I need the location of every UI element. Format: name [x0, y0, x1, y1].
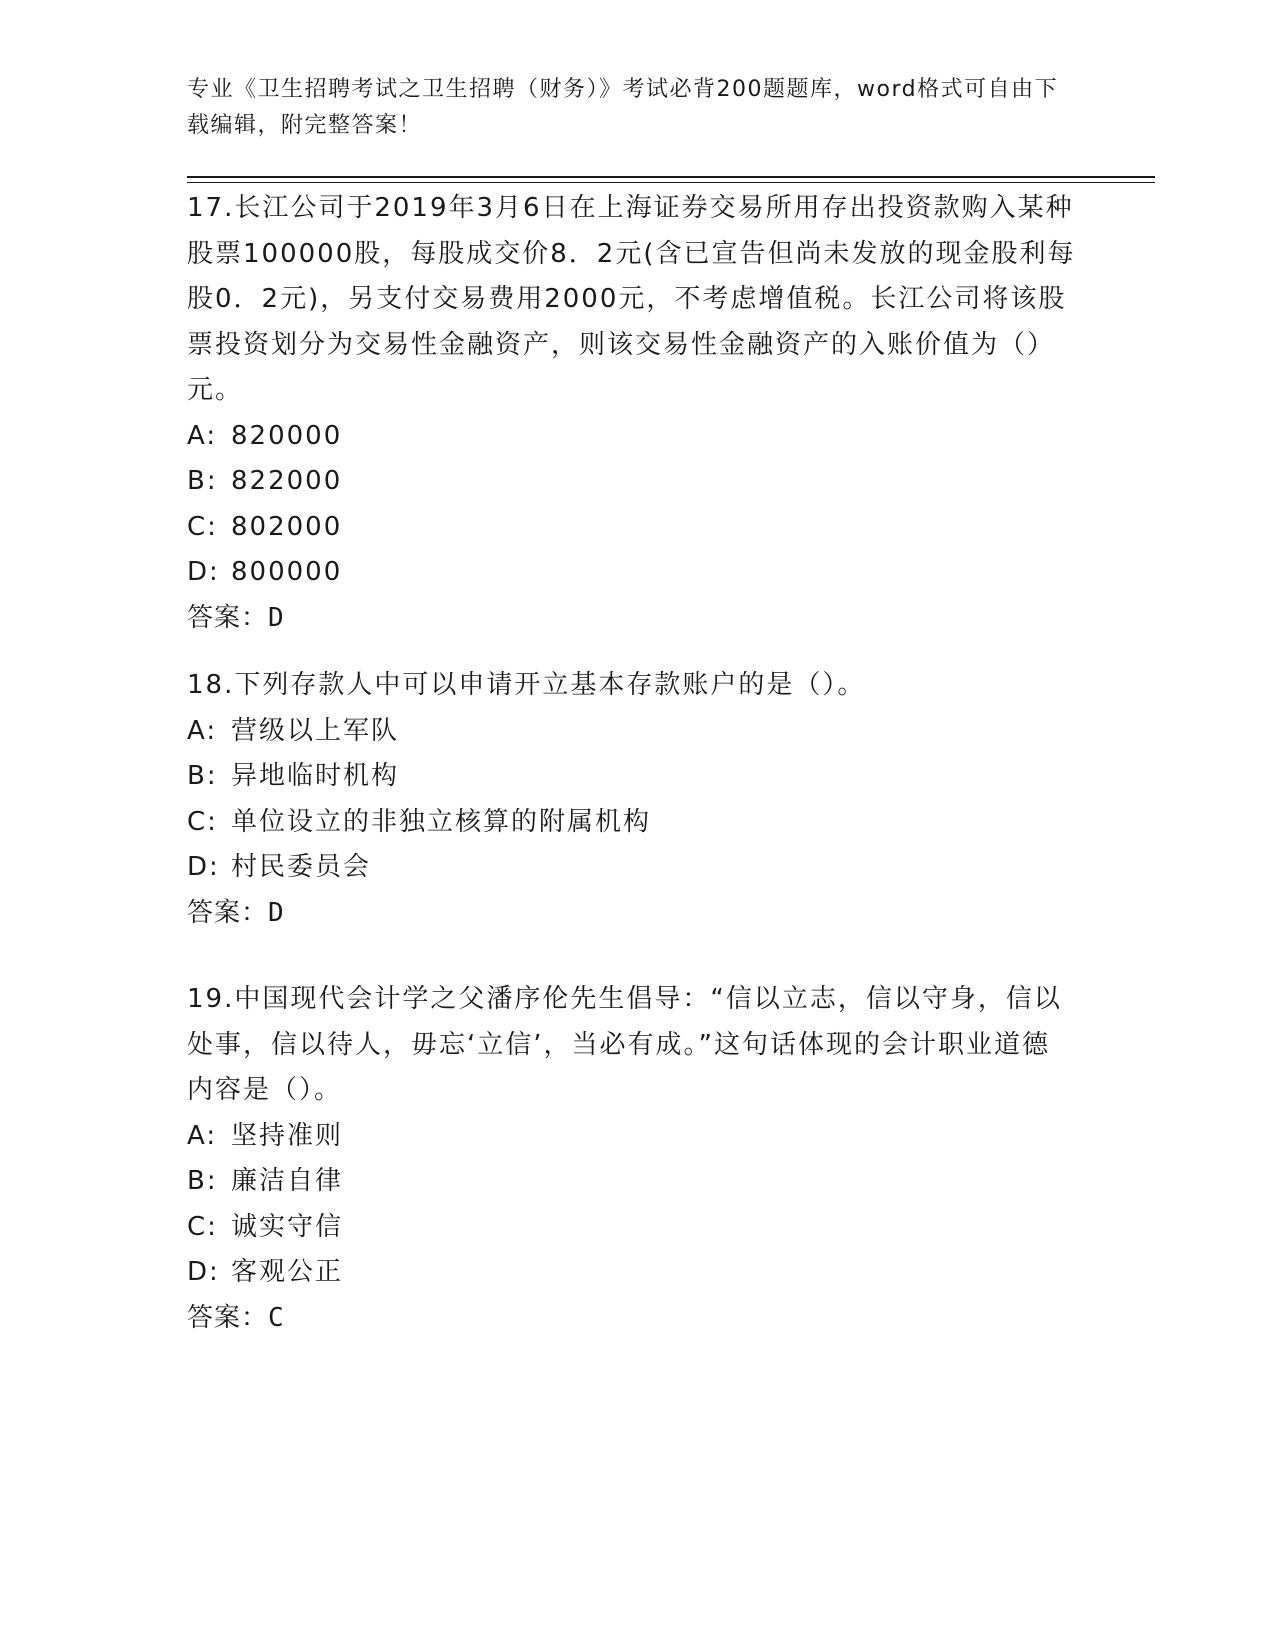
option-letter: B: [187, 1166, 218, 1196]
option-letter: A: [187, 420, 218, 451]
option-letter: D: [187, 557, 220, 587]
option-text: 822000 [231, 466, 343, 496]
option-letter: D: [187, 1257, 220, 1287]
option-letter: D: [187, 852, 220, 882]
option-text: 820000 [231, 420, 343, 451]
question-text: 19.中国现代会计学之父潘序伦先生倡导：“信以立志，信以守身，信以处事，信以待人，毋忘‘立信’，当必有成。”这句话体现的会计职业道德内容是（）。 [187, 984, 1062, 1105]
answer-value: D [268, 602, 284, 633]
answer-line [187, 596, 1077, 642]
document-header: 专业《卫生招聘考试之卫生招聘（财务）》考试必背200题题库，word格式可自由下载编辑，附完整答案！ [187, 77, 1059, 138]
option-c [187, 1205, 1077, 1251]
option-letter: A: [187, 715, 218, 746]
option-b [187, 754, 1077, 800]
option-b [187, 1159, 1077, 1205]
answer-line [187, 891, 1077, 937]
option-letter: C: [187, 1211, 218, 1242]
option-d [187, 1250, 1077, 1296]
option-text: 802000 [231, 511, 343, 542]
answer-label: 答案： [187, 897, 269, 928]
option-list [187, 709, 1077, 891]
option-text: 单位设立的非独立核算的附属机构 [231, 806, 652, 837]
option-c [187, 800, 1077, 846]
question-text: 18.下列存款人中可以申请开立基本存款账户的是（）。 [187, 670, 866, 700]
answer-value: D [268, 897, 284, 928]
answer-label: 答案： [187, 1302, 269, 1333]
option-letter: C: [187, 806, 218, 837]
option-letter: B: [187, 466, 218, 496]
question-17 [187, 186, 1077, 641]
question-19 [187, 977, 1077, 1341]
option-a [187, 414, 1077, 460]
option-text: 廉洁自律 [231, 1166, 344, 1196]
option-list [187, 1114, 1077, 1296]
option-letter: B: [187, 761, 218, 791]
option-letter: C: [187, 511, 218, 542]
header-rule-thick [187, 176, 1155, 178]
option-text: 营级以上军队 [231, 715, 400, 746]
answer-value: C [268, 1302, 284, 1333]
option-text: 诚实守信 [231, 1211, 344, 1242]
option-letter: A: [187, 1120, 218, 1151]
header-rule-thin [187, 182, 1155, 183]
option-d [187, 845, 1077, 891]
option-text: 800000 [231, 557, 343, 587]
option-text: 客观公正 [231, 1257, 344, 1287]
option-b [187, 459, 1077, 505]
option-a [187, 709, 1077, 755]
option-text: 坚持准则 [231, 1120, 344, 1151]
question-18 [187, 663, 1077, 936]
option-d [187, 550, 1077, 596]
option-c [187, 505, 1077, 551]
option-list [187, 414, 1077, 596]
answer-line [187, 1296, 1077, 1342]
option-a [187, 1114, 1077, 1160]
answer-label: 答案： [187, 602, 269, 633]
option-text: 村民委员会 [231, 852, 372, 882]
question-text: 17.长江公司于2019年3月6日在上海证券交易所用存出投资款购入某种股票100000股，每股成交价8．2元(含已宣告但尚未发放的现金股利每股0．2元)，另支付交易费用2000元，不考虑增值税。长江公司将该股票投资划分为交易性金融资产，则该交易性金融资产的入账价值为（）元。 [187, 193, 1076, 405]
option-text: 异地临时机构 [231, 761, 400, 791]
